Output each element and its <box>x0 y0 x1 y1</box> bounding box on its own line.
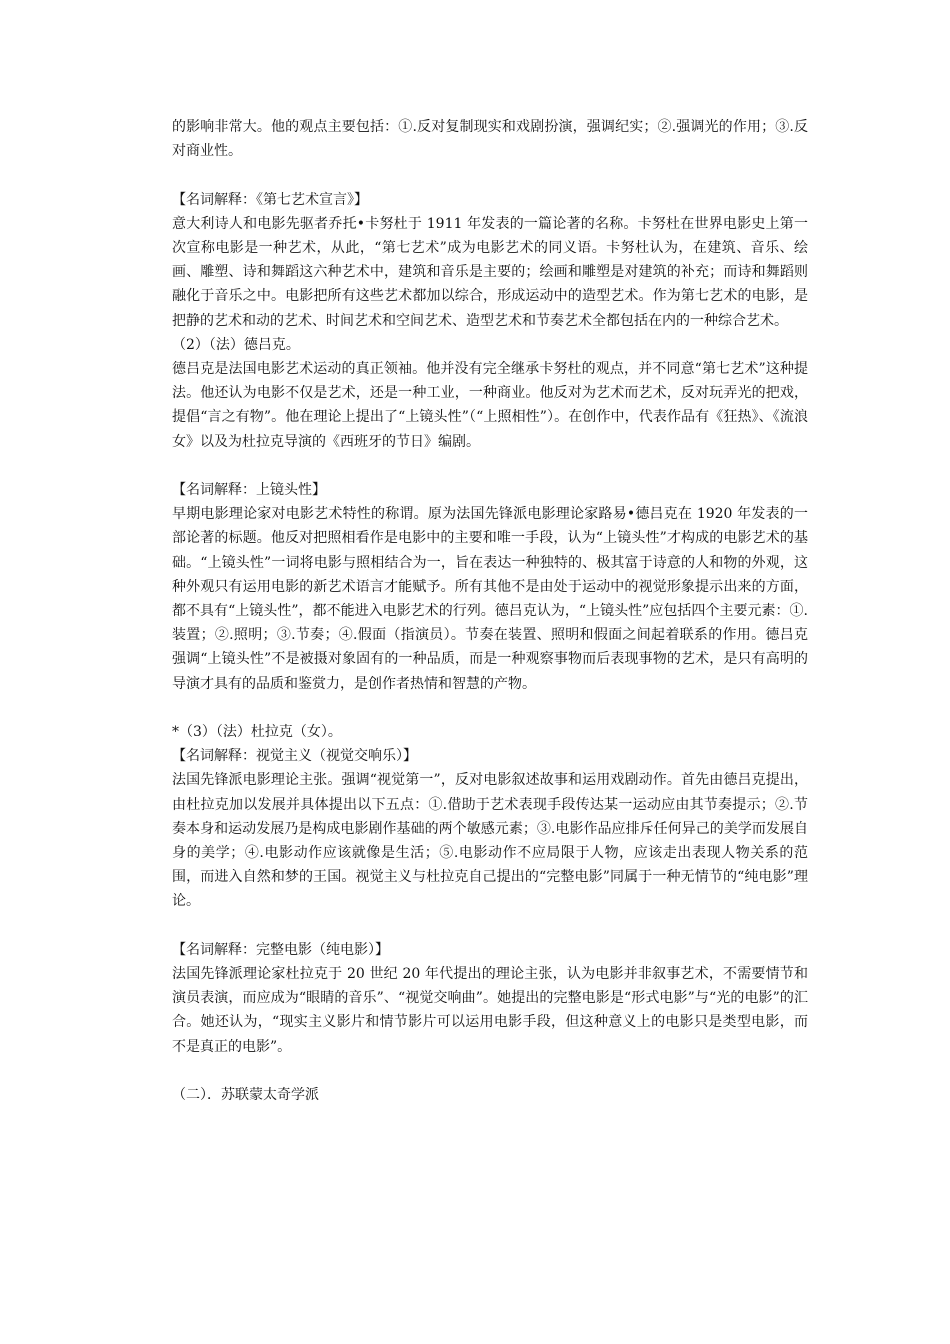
spacer <box>172 1059 808 1083</box>
spacer <box>172 696 808 720</box>
section-heading-delluc: （2）（法）德吕克。 <box>172 336 300 353</box>
paragraph-visualism: 法国先锋派电影理论主张。强调“视觉第一”，反对电影叙述故事和运用戏剧动作。首先由德吕克提出，由杜拉克加以发展并具体提出以下五点：①.借助于艺术表现手段传达某一运动应由其节奏提示；②.节奏本身和运动发展乃是构成电影剧作基础的两个敏感元素；③.电影作品应排斥任何异己的美学而发展自身的美学；④.电影动作应该就像是生活；⑤.电影动作不应局限于人物，应该走出表现人物关系的范围，而进入自然和梦的王国。视觉主义与杜拉克自己提出的“完整电影”同属于一种无情节的“纯电影”理论。 <box>172 772 808 910</box>
spacer <box>172 914 808 938</box>
term-heading-seventh-art: 【名词解释：《第七艺术宣言》】 <box>172 191 368 208</box>
spacer <box>172 454 808 478</box>
section-heading-soviet-montage: （二）．苏联蒙太奇学派 <box>172 1087 319 1104</box>
paragraph-intro: 的影响非常大。他的观点主要包括：①.反对复制现实和戏剧扮演，强调纪实；②.强调光的作用；③.反对商业性。 <box>172 119 808 160</box>
paragraph-delluc: 德吕克是法国电影艺术运动的真正领袖。他并没有完全继承卡努杜的观点，并不同意“第七艺术”这种提法。他还认为电影不仅是艺术，还是一种工业，一种商业。他反对为艺术而艺术，反对玩弄光的把戏，提倡“言之有物”。他在理论上提出了“上镜头性”（“上照相性”）。在创作中，代表作品有《狂热》、《流浪女》以及为杜拉克导演的《西班牙的节日》编剧。 <box>172 361 808 450</box>
document-page <box>172 115 808 1107</box>
spacer <box>172 163 808 187</box>
paragraph-integral-cinema: 法国先锋派理论家杜拉克于 20 世纪 20 年代提出的理论主张，认为电影并非叙事艺术，不需要情节和演员表演，而应成为“眼睛的音乐”、“视觉交响曲”。她提出的完整电影是“形式电影”与“光的电影”的汇合。她还认为，“现实主义影片和情节影片可以运用电影手段，但这种意义上的电影只是类型电影，而不是真正的电影”。 <box>172 966 808 1055</box>
paragraph-seventh-art: 意大利诗人和电影先驱者乔托•卡努杜于 1911 年发表的一篇论著的名称。卡努杜在世界电影史上第一次宣称电影是一种艺术，从此，“第七艺术”成为电影艺术的同义语。卡努杜认为，在建筑、音乐、绘画、雕塑、诗和舞蹈这六种艺术中，建筑和音乐是主要的；绘画和雕塑是对建筑的补充；而诗和舞蹈则融化于音乐之中。电影把所有这些艺术都加以综合，形成运动中的造型艺术。作为第七艺术的电影，是把静的艺术和动的艺术、时间艺术和空间艺术、造型艺术和节奏艺术全都包括在内的一种综合艺术。 <box>172 215 808 329</box>
term-heading-integral-cinema: 【名词解释：完整电影（纯电影）】 <box>172 941 389 958</box>
section-heading-dulac: *（3）（法）杜拉克（女）。 <box>172 724 342 741</box>
term-heading-photogenie: 【名词解释：上镜头性】 <box>172 482 326 499</box>
term-heading-visualism: 【名词解释：视觉主义（视觉交响乐）】 <box>172 748 417 765</box>
paragraph-photogenie: 早期电影理论家对电影艺术特性的称谓。原为法国先锋派电影理论家路易•德吕克在 1920 年发表的一部论著的标题。他反对把照相看作是电影中的主要和唯一手段，认为“上镜头性”才构成的电影艺术的基础。“上镜头性”一词将电影与照相结合为一，旨在表达一种独特的、极其富于诗意的人和物的外观，这种外观只有运用电影的新艺术语言才能赋予。所有其他不是由处于运动中的视觉形象提示出来的方面，都不具有“上镜头性”，都不能进入电影艺术的行列。德吕克认为，“上镜头性”应包括四个主要元素：①.装置；②.照明；③.节奏；④.假面（指演员）。节奏在装置、照明和假面之间起着联系的作用。德吕克强调“上镜头性”不是被摄对象固有的一种品质，而是一种观察事物而后表现事物的艺术，是只有高明的导演才具有的品质和鉴赏力，是创作者热情和智慧的产物。 <box>172 506 808 692</box>
